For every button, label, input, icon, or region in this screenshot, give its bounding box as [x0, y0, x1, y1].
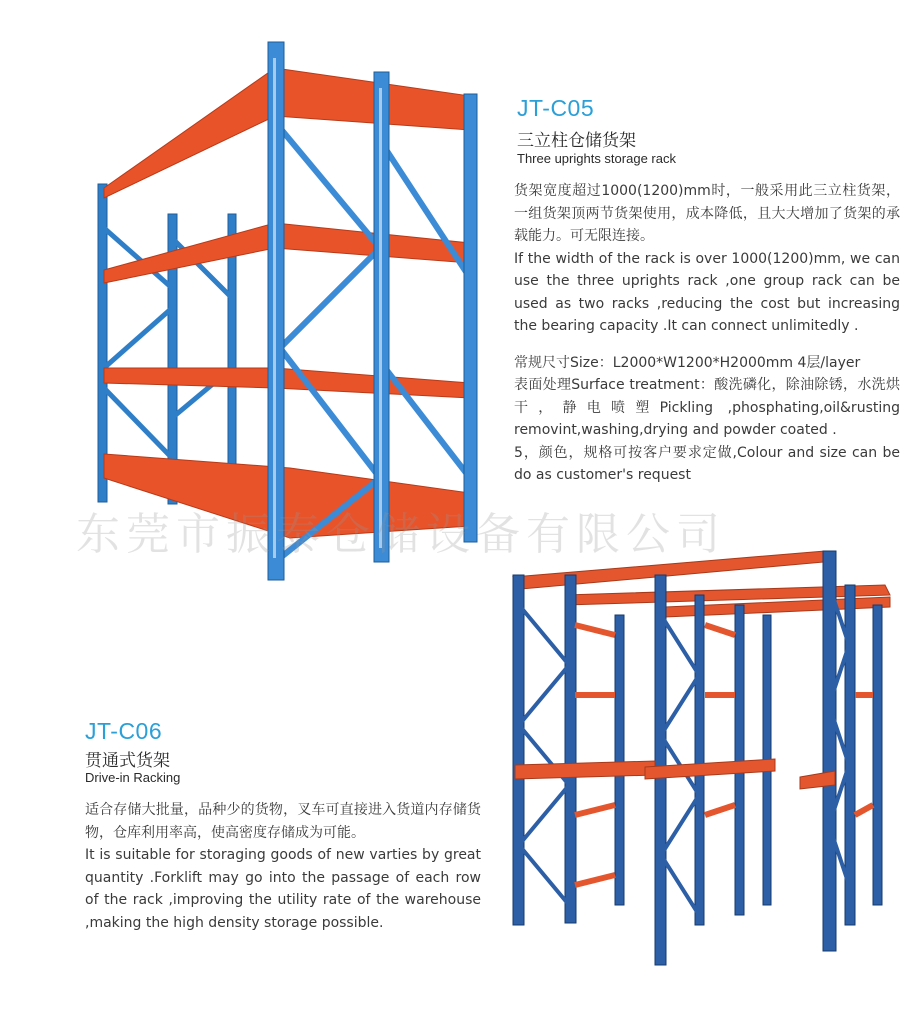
description-en: It is suitable for storaging goods of new varties by great quantity .Forklift may go into the passage of each row of the rack ,improving the utility rate of the warehouse ,making the high density storage possible. [85, 847, 481, 931]
product-title-cn-c05: 三立柱仓储货架 [517, 131, 636, 151]
surface-spec: 表面处理Surface treatment：酸洗磷化，除油除锈，水洗烘干，静电喷塑Pickling ,phosphating,oil&rusting removint,washing,drying and powder coated . [514, 377, 900, 438]
description-en: If the width of the rack is over 1000(1200)mm, we can use the three uprights rack ,one group rack can be used as two racks ,reducing the cost but increasing the bearing capacity .It can connect unlimitedly . [514, 250, 900, 334]
product-title-cn-c06: 贯通式货架 [85, 751, 170, 771]
product-title-en-c06: Drive-in Racking [85, 770, 181, 785]
product-code-c05: JT-C05 [517, 95, 595, 121]
description-cn: 适合存储大批量，品种少的货物，叉车可直接进入货道内存储货物，仓库利用率高，使高密度存储成为可能。 [85, 802, 481, 841]
product-description-c06 [85, 799, 481, 934]
company-watermark: 东莞市振泰仓储设备有限公司 [76, 509, 726, 560]
custom-note: 5，颜色，规格可按客户要求定做,Colour and size can be do as customer's request [514, 444, 900, 483]
product-title-en-c05: Three uprights storage rack [517, 151, 676, 166]
drive-in-rack-image [505, 545, 895, 965]
description-cn: 货架宽度超过1000(1200)mm时，一般采用此三立柱货架，一组货架顶两节货架使用，成本降低，且大大增加了货架的承载能力。可无限连接。 [514, 183, 900, 244]
product-code-c06: JT-C06 [85, 718, 163, 744]
size-spec: 常规尺寸Size：L2000*W1200*H2000mm 4层/layer [514, 354, 861, 371]
product-description-c05 [514, 180, 900, 487]
